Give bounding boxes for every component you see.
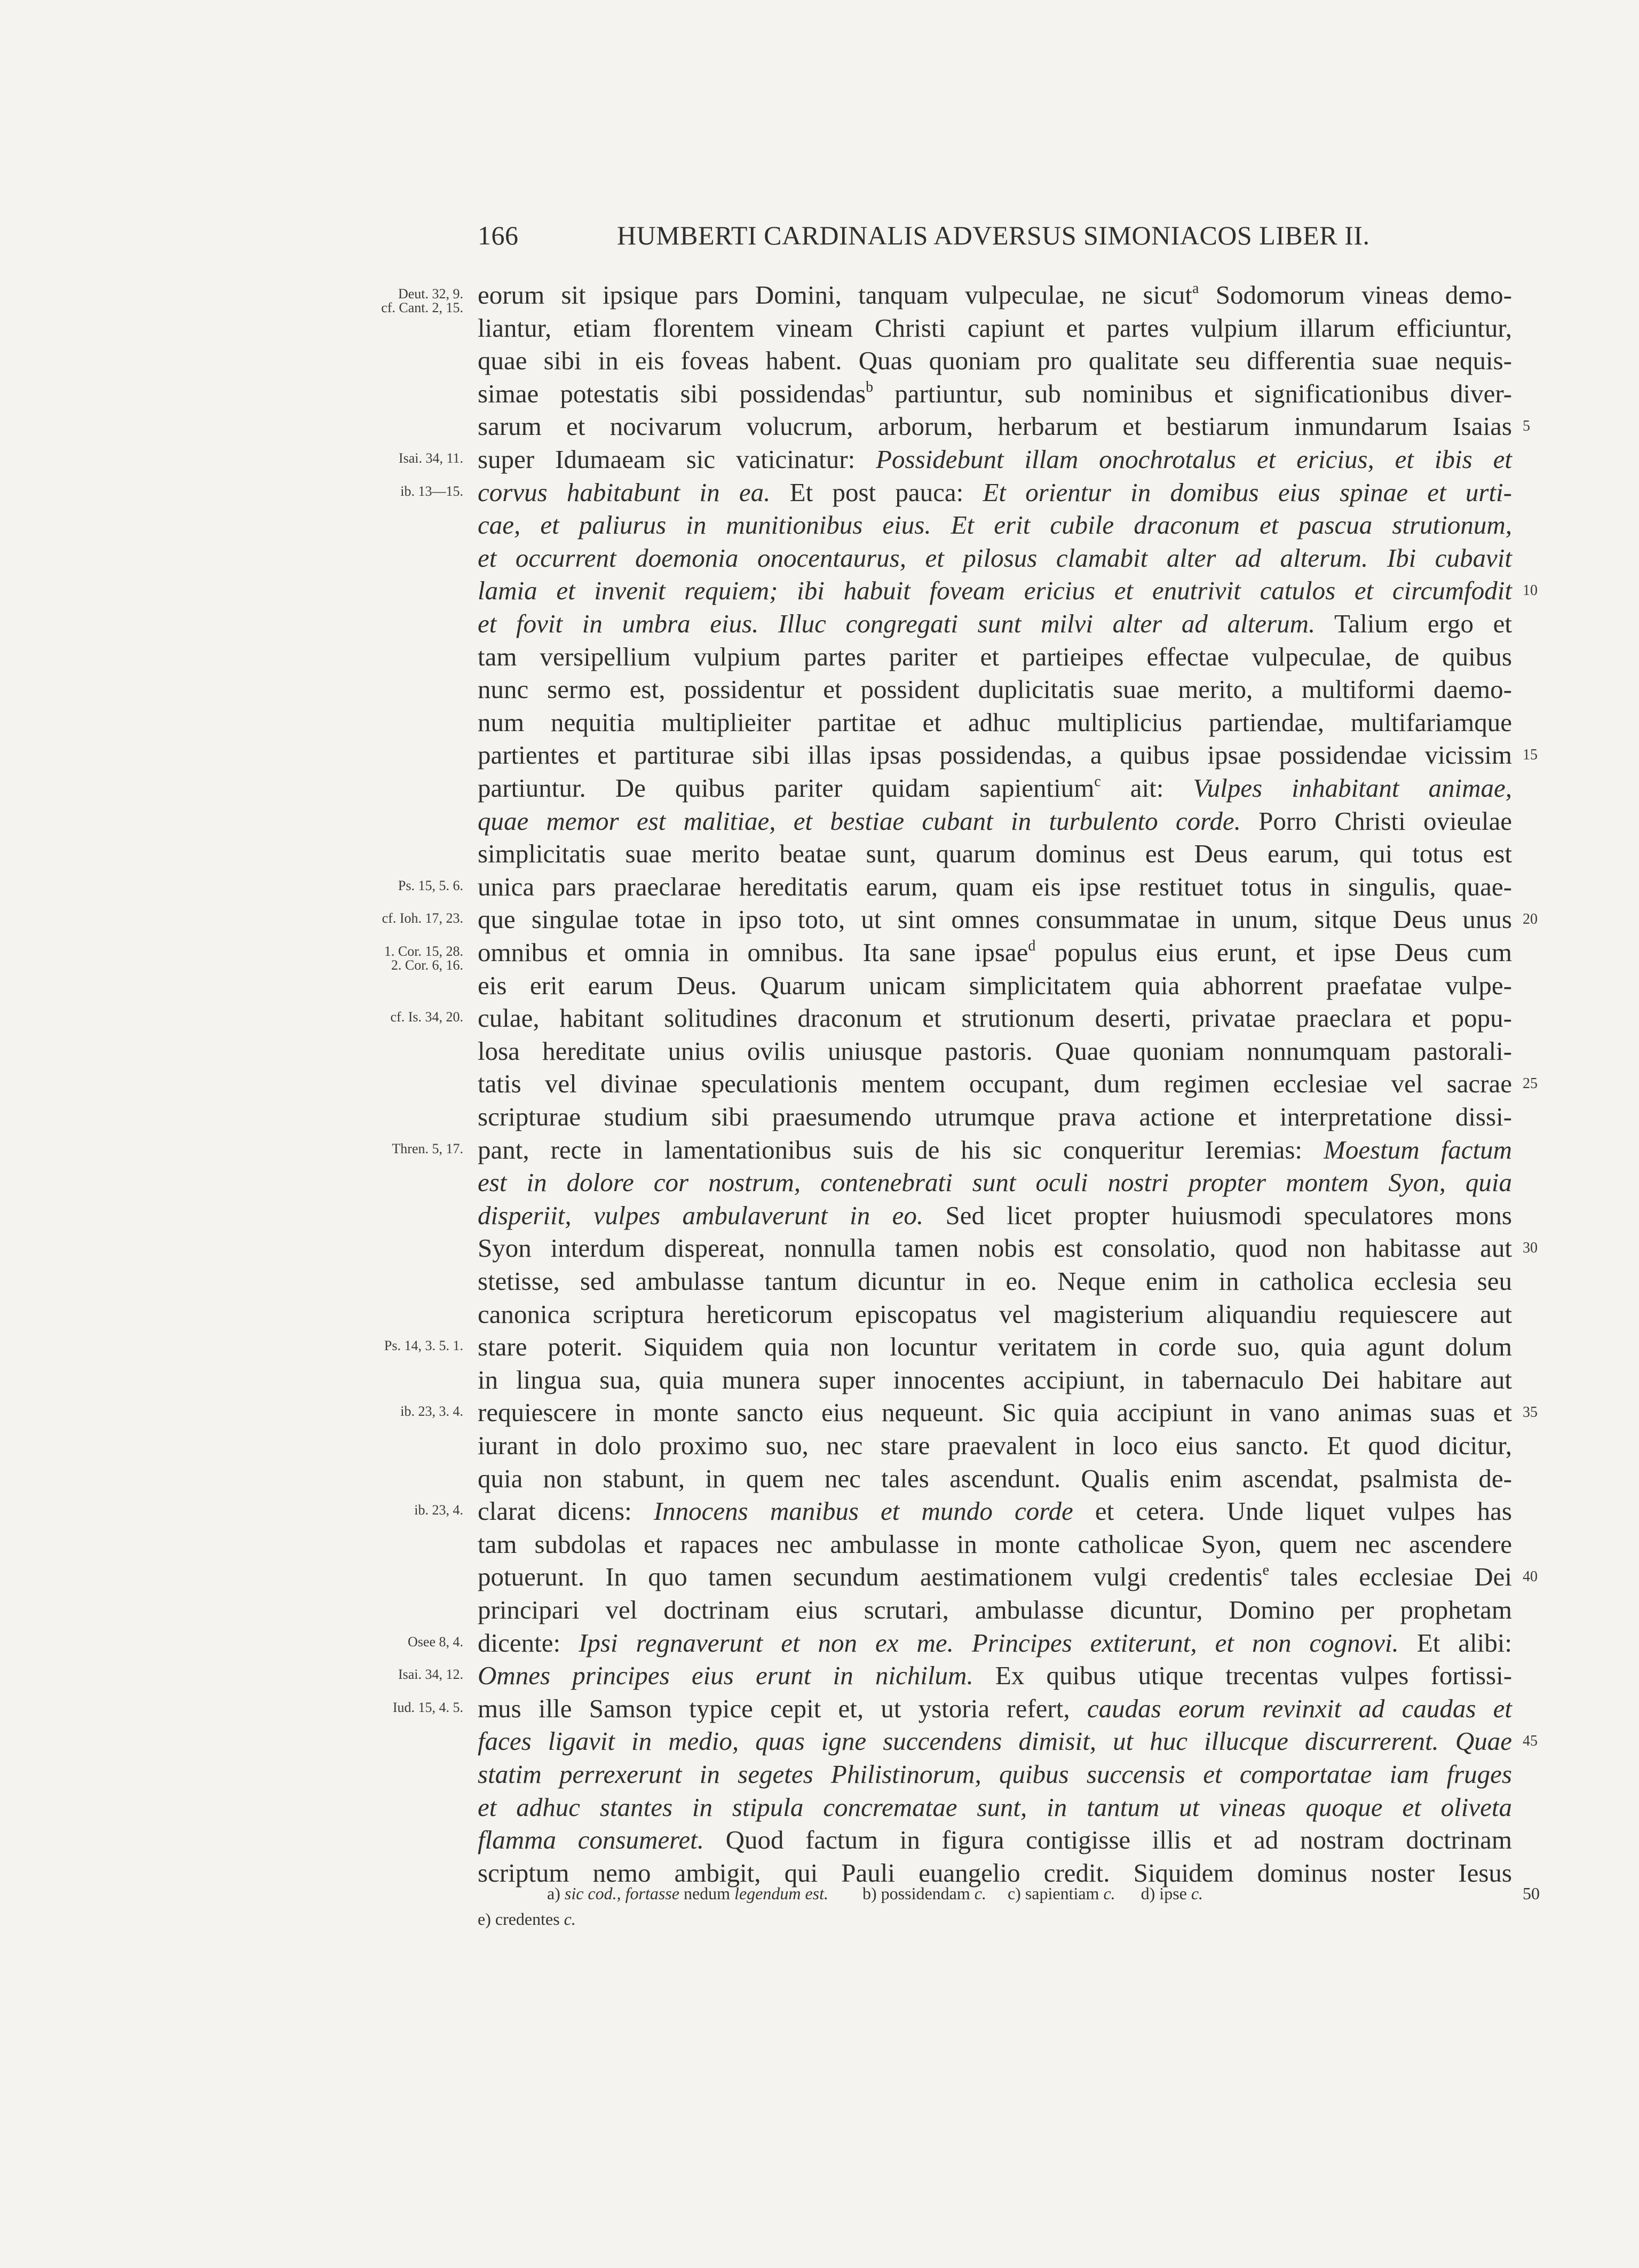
text-line: [478, 1594, 1512, 1626]
line-number: 10: [1523, 582, 1538, 599]
text-line: [478, 1265, 1512, 1297]
text-line: [478, 1397, 1512, 1429]
text-segment: partientes et partiturae sibi illas ipsas possidendas, a quibus ipsae possidendae vicissim: [478, 740, 1512, 770]
italic-segment: flamma consumeret.: [478, 1825, 704, 1855]
text-segment: Sodomorum vineas demo-: [1199, 280, 1513, 310]
line-number: 5: [1523, 418, 1530, 435]
text-line: [478, 477, 1512, 509]
italic-segment: Innocens manibus et mundo corde: [653, 1496, 1073, 1526]
text-line: [478, 937, 1512, 969]
text-line: [478, 608, 1512, 640]
text-line: [478, 903, 1512, 935]
italic-segment: caudas eorum revinxit ad caudas et: [1087, 1693, 1512, 1723]
text-line: [478, 805, 1512, 837]
text-line: [478, 772, 1512, 804]
text-segment: nedum: [679, 1884, 735, 1903]
text-segment: que singulae totae in ipso toto, ut sint omnes consummatae in unum, sitque Deus unus: [478, 905, 1512, 934]
italic-segment: c.: [564, 1909, 576, 1929]
footnote-marker: a: [1192, 280, 1199, 297]
text-segment: tam subdolas et rapaces nec ambulasse in monte catholicae Syon, quem nec ascendere: [478, 1529, 1512, 1559]
italic-segment: corvus habitabunt in ea.: [478, 477, 771, 507]
text-segment: super Idumaeam sic vaticinatur:: [478, 445, 876, 474]
text-segment: b) possidendam: [828, 1884, 975, 1903]
text-line: [478, 279, 1512, 311]
text-segment: liantur, etiam florentem vineam Christi capiunt et partes vulpium illarum efficiuntur,: [478, 313, 1512, 343]
text-line: [478, 1627, 1512, 1659]
italic-segment: et occurrent doemonia onocentaurus, et pilosus clamabit alter ad alterum. Ibi cubavit: [478, 543, 1512, 573]
page-number: 166: [478, 220, 519, 250]
italic-segment: cae, et paliurus in munitionibus eius. Et erit cubile draconum et pascua strutionum,: [478, 510, 1512, 540]
text-line: [478, 641, 1512, 673]
text-segment: losa hereditate unius ovilis uniusque pastoris. Quae quoniam nonnumquam pastorali-: [478, 1036, 1512, 1066]
margin-reference: Thren. 5, 17.: [392, 1140, 463, 1156]
text-line: [478, 1068, 1512, 1100]
text-segment: et cetera. Unde liquet vulpes has: [1073, 1496, 1512, 1526]
line-number: 40: [1523, 1568, 1538, 1585]
italic-segment: disperiit, vulpes ambulaverunt in eo.: [478, 1200, 924, 1230]
italic-segment: Vulpes inhabitant animae,: [1193, 773, 1513, 803]
italic-segment: lamia et invenit requiem; ibi habuit foveam ericius et enutrivit catulos et circumfodit: [478, 576, 1512, 606]
text-line: [478, 1200, 1512, 1232]
text-segment: simae potestatis sibi possidendas: [478, 378, 866, 408]
text-segment: tam versipellium vulpium partes pariter et partieipes effectae vulpeculae, de quibus: [478, 641, 1512, 671]
text-segment: tales ecclesiae Dei: [1269, 1562, 1512, 1592]
italic-segment: Possidebunt illam onochrotalus et ericius, et ibis et: [876, 445, 1512, 474]
text-line: [478, 970, 1512, 1002]
text-segment: partiuntur. De quibus pariter quidam sapientium: [478, 773, 1095, 803]
text-line: [478, 378, 1512, 410]
text-segment: Et post pauca:: [770, 477, 983, 507]
text-segment: quae sibi in eis foveas habent. Quas quoniam pro qualitate seu differentia suae nequis-: [478, 346, 1512, 376]
text-segment: canonica scriptura hereticorum episcopatus vel magisterium aliquandiu requiescere aut: [478, 1299, 1512, 1329]
line-number: 50: [1523, 1884, 1540, 1903]
text-line: [478, 1693, 1512, 1725]
italic-segment: et adhuc stantes in stipula concrematae sunt, in tantum ut vineas quoque et oliveta: [478, 1792, 1512, 1822]
text-segment: principari vel doctrinam eius scrutari, ambulasse dicuntur, Domino per prophetam: [478, 1595, 1512, 1624]
text-line: [478, 1035, 1512, 1067]
margin-reference: ib. 23, 3. 4.: [400, 1403, 463, 1420]
text-segment: requiescere in monte sancto eius nequeunt. Sic quia accipiunt in vano animas suas et: [478, 1398, 1512, 1428]
text-line: [478, 1660, 1512, 1692]
margin-reference: Ps. 14, 3. 5. 1.: [384, 1338, 463, 1354]
text-segment: eis erit earum Deus. Quarum unicam simplicitatem quia abhorrent praefatae vulpe-: [478, 970, 1512, 1000]
text-segment: dicente:: [478, 1628, 579, 1658]
margin-reference: 1. Cor. 15, 28.: [384, 943, 463, 959]
text-segment: stetisse, sed ambulasse tantum dicuntur in eo. Neque enim in catholica ecclesia seu: [478, 1266, 1512, 1296]
italic-segment: c.: [1191, 1884, 1203, 1903]
text-line: [478, 1528, 1512, 1560]
text-line: [478, 1561, 1512, 1593]
italic-segment: Ipsi regnaverunt et non ex me. Principes extiterunt, et non cognovi.: [579, 1628, 1399, 1658]
italic-segment: sic cod., fortasse: [564, 1884, 679, 1903]
line-number: 20: [1523, 911, 1538, 928]
text-segment: c) sapientiam: [986, 1884, 1104, 1903]
text-segment: culae, habitant solitudines draconum et strutionum deserti, privatae praeclara et popu-: [478, 1003, 1512, 1033]
text-segment: Ex quibus utique trecentas vulpes fortissi-: [973, 1661, 1513, 1691]
text-segment: tatis vel divinae speculationis mentem occupant, dum regimen ecclesiae vel sacrae: [478, 1069, 1512, 1099]
italic-segment: et fovit in umbra eius. Illuc congregati sunt milvi alter ad alterum.: [478, 609, 1316, 638]
line-number: 45: [1523, 1733, 1538, 1750]
text-segment: quia non stabunt, in quem nec tales ascendunt. Qualis enim ascendat, psalmista de-: [478, 1463, 1512, 1493]
text-segment: pant, recte in lamentationibus suis de his sic conqueritur Ieremias:: [478, 1135, 1324, 1164]
footnote-marker: e: [1262, 1562, 1270, 1579]
text-segment: nunc sermo est, possidentur et possident duplicitatis suae merito, a multiformi daemo-: [478, 675, 1512, 704]
text-line: [478, 443, 1512, 475]
text-segment: ait:: [1100, 773, 1193, 803]
line-number: 15: [1523, 747, 1538, 764]
italic-segment: legendum est.: [734, 1884, 828, 1903]
italic-segment: quae memor est malitiae, et bestiae cubant in turbulento corde.: [478, 806, 1241, 836]
italic-segment: faces ligavit in medio, quas igne succendens dimisit, ut huc illucque discurrerent. Quae: [478, 1726, 1512, 1756]
text-line: [478, 1167, 1512, 1199]
text-line: [478, 1298, 1512, 1330]
text-line: [478, 345, 1512, 377]
text-segment: omnibus et omnia in omnibus. Ita sane ipsae: [478, 938, 1028, 967]
text-segment: e) credentes: [478, 1909, 564, 1929]
text-segment: Syon interdum dispereat, nonnulla tamen nobis est consolatio, quod non habitasse aut: [478, 1233, 1512, 1263]
margin-reference: Isai. 34, 12.: [398, 1667, 463, 1683]
running-header: [478, 220, 1385, 257]
text-segment: simplicitatis suae merito beatae sunt, quarum dominus est Deus earum, qui totus est: [478, 839, 1512, 869]
footnote-marker: b: [866, 378, 874, 395]
line-number: 30: [1523, 1240, 1538, 1257]
text-line: [478, 1101, 1512, 1133]
text-segment: stare poterit. Siquidem quia non locuntur veritatem in corde suo, quia agunt dolum: [478, 1332, 1512, 1362]
italic-segment: Et orientur in domibus eius spinae et urti-: [983, 477, 1512, 507]
margin-reference: Iud. 15, 4. 5.: [392, 1699, 463, 1715]
text-line: [478, 410, 1512, 442]
text-segment: sarum et nocivarum volucrum, arborum, herbarum et bestiarum inmundarum Isaias: [478, 411, 1512, 441]
text-line: [478, 673, 1512, 705]
margin-reference: Ps. 15, 5. 6.: [398, 877, 463, 893]
footnote-marker: d: [1028, 938, 1036, 954]
text-segment: Et alibi:: [1398, 1628, 1512, 1658]
margin-reference: ib. 23, 4.: [414, 1502, 463, 1518]
text-segment: iurant in dolo proximo suo, nec stare praevalent in loco eius sancto. Et quod dicitur,: [478, 1431, 1512, 1460]
text-line: [478, 1463, 1512, 1495]
italic-segment: Omnes principes eius erunt in nichilum.: [478, 1661, 973, 1691]
text-line: [478, 312, 1512, 344]
text-line: [478, 542, 1512, 574]
italic-segment: c.: [1103, 1884, 1115, 1903]
margin-reference: Deut. 32, 9.: [398, 286, 463, 302]
margin-reference: cf. Ioh. 17, 23.: [382, 910, 463, 926]
text-segment: Talium ergo et: [1315, 609, 1513, 638]
text-line: [478, 871, 1512, 903]
text-line: [478, 1824, 1512, 1856]
text-line: [478, 1495, 1512, 1527]
text-segment: num nequitia multiplieiter partitae et adhuc multiplicius partiendae, multifariamque: [478, 707, 1512, 737]
text-line: [478, 707, 1512, 739]
margin-reference: cf. Cant. 2, 15.: [381, 300, 463, 315]
text-segment: Sed licet propter huiusmodi speculatores mons: [923, 1200, 1512, 1230]
text-segment: scripturae studium sibi praesumendo utrumque prava actione et interpretatione dissi-: [478, 1102, 1512, 1131]
italic-segment: Moestum factum: [1324, 1135, 1512, 1164]
text-segment: scriptum nemo ambigit, qui Pauli euangelio credit. Siquidem dominus noster Iesus: [478, 1858, 1512, 1888]
text-line: [478, 509, 1512, 541]
footnote-line: [547, 1883, 1203, 1904]
text-line: [478, 838, 1512, 870]
text-line: [478, 1364, 1512, 1396]
text-segment: mus ille Samson typice cepit et, ut ystoria refert,: [478, 1693, 1087, 1723]
text-segment: Porro Christi ovieulae: [1240, 806, 1512, 836]
italic-segment: est in dolore cor nostrum, contenebrati sunt oculi nostri propter montem Syon, quia: [478, 1168, 1512, 1198]
margin-reference: Osee 8, 4.: [408, 1633, 463, 1650]
margin-reference: cf. Is. 34, 20.: [390, 1009, 463, 1025]
text-line: [478, 1002, 1512, 1034]
text-segment: in lingua sua, quia munera super innocentes accipiunt, in tabernaculo Dei habitare aut: [478, 1365, 1512, 1394]
running-title: HUMBERTI CARDINALIS ADVERSUS SIMONIACOS LIBER II.: [617, 220, 1370, 250]
text-line: [478, 1725, 1512, 1757]
text-segment: Quod factum in figura contigisse illis et ad nostram doctrinam: [703, 1825, 1512, 1855]
margin-reference: Isai. 34, 11.: [398, 450, 463, 466]
text-segment: partiuntur, sub nominibus et significationibus diver-: [873, 378, 1512, 408]
text-segment: clarat dicens:: [478, 1496, 654, 1526]
text-segment: d) ipse: [1115, 1884, 1191, 1903]
text-segment: a): [547, 1884, 565, 1903]
text-line: [478, 575, 1512, 607]
footnote-marker: c: [1094, 773, 1101, 790]
text-line: [478, 739, 1512, 771]
text-line: [478, 1791, 1512, 1823]
italic-segment: statim perrexerunt in segetes Philistinorum, quibus succensis et comportatae iam fruges: [478, 1759, 1512, 1789]
margin-reference: 2. Cor. 6, 16.: [391, 957, 463, 973]
text-line: [478, 1331, 1512, 1363]
text-segment: populus eius erunt, et ipse Deus cum: [1035, 938, 1512, 967]
text-line: [478, 1134, 1512, 1166]
footnote-line: [478, 1908, 576, 1930]
text-segment: potuerunt. In quo tamen secundum aestimationem vulgi credentis: [478, 1562, 1263, 1592]
margin-reference: ib. 13—15.: [400, 483, 463, 499]
italic-segment: c.: [974, 1884, 986, 1903]
text-line: [478, 1758, 1512, 1790]
text-line: [478, 1232, 1512, 1264]
text-line: [478, 1430, 1512, 1462]
line-number: 35: [1523, 1404, 1538, 1421]
text-segment: unica pars praeclarae hereditatis earum, quam eis ipse restituet totus in singulis, quae-: [478, 871, 1512, 901]
line-number: 25: [1523, 1075, 1538, 1092]
text-segment: eorum sit ipsique pars Domini, tanquam vulpeculae, ne sicut: [478, 280, 1193, 310]
